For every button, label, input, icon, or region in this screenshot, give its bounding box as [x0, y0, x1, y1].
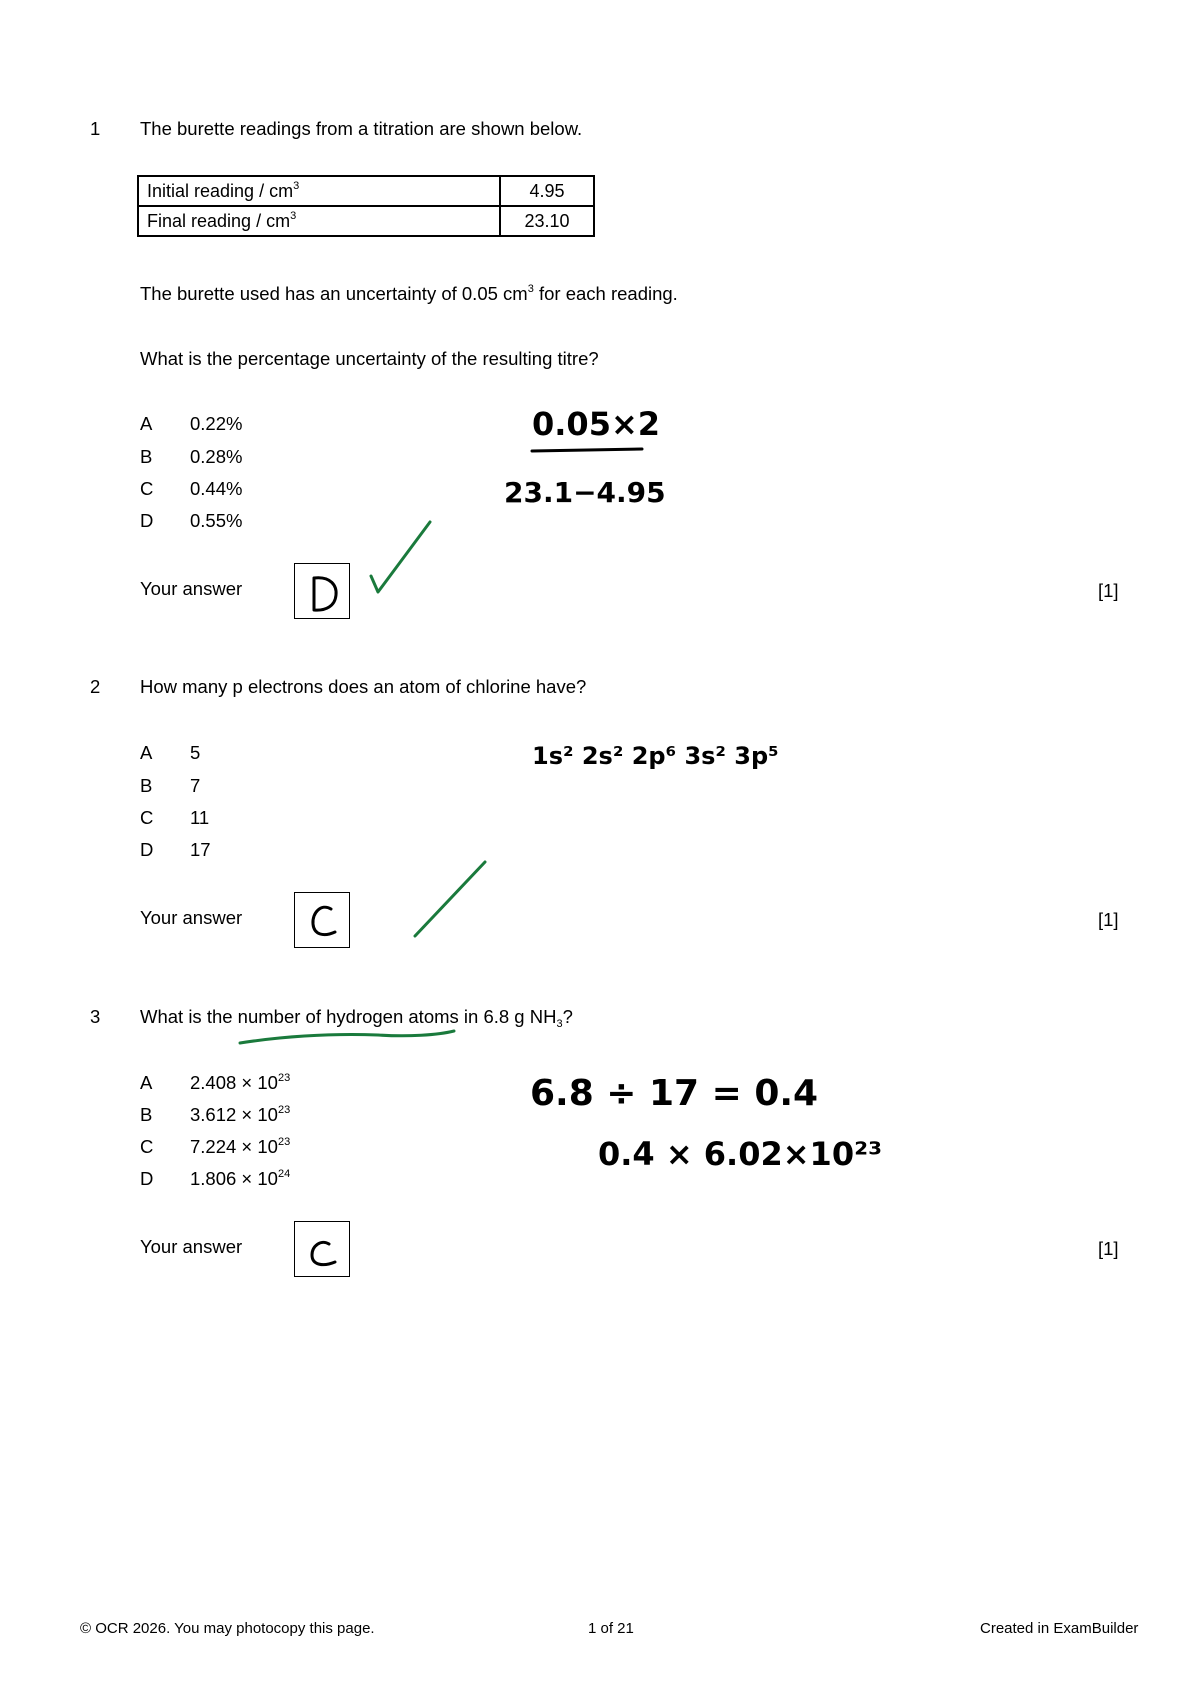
svg-text:1s² 2s² 2p⁶ 3s² 3p⁵: 1s² 2s² 2p⁶ 3s² 3p⁵	[532, 742, 779, 770]
underline-annotation	[238, 1025, 458, 1049]
table-cell-value: 23.10	[500, 206, 594, 236]
option-value: 17	[190, 839, 211, 860]
option-value: $1.806 \times 10^{24}$	[190, 1168, 291, 1189]
handwritten-answer-c	[295, 893, 351, 949]
question-stem: How many p electrons does an atom of chlorine have?	[140, 676, 587, 697]
footer-created-in: Created in ExamBuilder	[980, 1620, 1139, 1637]
answer-box[interactable]	[294, 563, 350, 619]
option-value: 11	[190, 807, 210, 828]
option-letter: A	[140, 1072, 153, 1093]
svg-text:6.8 ÷ 17 = 0.4: 6.8 ÷ 17 = 0.4	[530, 1073, 819, 1114]
option-value: $7.224 \times 10^{23}$	[190, 1136, 291, 1157]
handwritten-working	[530, 730, 779, 780]
option-letter: D	[140, 839, 154, 860]
handwritten-answer-c	[295, 1222, 351, 1278]
option-letter: B	[140, 775, 153, 796]
your-answer-label: Your answer	[140, 1236, 243, 1257]
your-answer-label: Your answer	[140, 578, 243, 599]
svg-text:0.4 × 6.02×10²³: 0.4 × 6.02×10²³	[598, 1135, 883, 1173]
question-number: 3	[90, 1006, 101, 1027]
option-value: 5	[190, 742, 201, 763]
table-row	[138, 206, 594, 236]
footer-copyright: © OCR 2026. You may photocopy this page.	[80, 1620, 375, 1637]
table-cell-label: Final reading / $cm^3$	[138, 206, 500, 236]
option-value: $2.408 \times 10^{23}$	[190, 1072, 291, 1093]
option-value: 0.28%	[190, 446, 243, 467]
option-letter: A	[140, 742, 153, 763]
option-value: 7	[190, 775, 201, 796]
svg-text:0.05×2: 0.05×2	[532, 405, 661, 443]
option-letter: D	[140, 510, 154, 531]
table-cell-value: 4.95	[500, 176, 594, 206]
answer-box[interactable]	[294, 1221, 350, 1277]
option-value: 0.55%	[190, 510, 243, 531]
burette-readings-table	[137, 175, 595, 237]
handwritten-working	[530, 1065, 883, 1175]
svg-text:23.1−4.95: 23.1−4.95	[504, 476, 666, 509]
option-letter: D	[140, 1168, 154, 1189]
option-letter: C	[140, 478, 154, 499]
handwritten-working	[504, 405, 666, 513]
table-row	[138, 176, 594, 206]
table-cell-label: Initial reading / $cm^3$	[138, 176, 500, 206]
option-letter: C	[140, 1136, 154, 1157]
option-value: 0.22%	[190, 413, 243, 434]
option-letter: A	[140, 413, 153, 434]
question-stem: The burette readings from a titration are shown below.	[140, 118, 583, 139]
uncertainty-statement: The burette used has an uncertainty of 0.05 $cm^3$ for each reading.	[140, 283, 678, 304]
question-text: What is the percentage uncertainty of the resulting titre?	[140, 348, 599, 369]
option-letter: B	[140, 1104, 153, 1125]
tick-mark-icon	[368, 518, 434, 604]
option-value: $3.612 \times 10^{23}$	[190, 1104, 291, 1125]
option-letter: B	[140, 446, 153, 467]
marks-label: [1]	[1098, 909, 1119, 930]
footer-page-number: 1 of 21	[588, 1620, 634, 1637]
tick-mark-icon	[410, 858, 490, 940]
marks-label: [1]	[1098, 580, 1119, 601]
question-number: 1	[90, 118, 101, 139]
your-answer-label: Your answer	[140, 907, 243, 928]
answer-box[interactable]	[294, 892, 350, 948]
option-letter: C	[140, 807, 154, 828]
question-stem: What is the number of hydrogen atoms in 6.8 g $NH_3$?	[140, 1006, 573, 1030]
option-value: 0.44%	[190, 478, 243, 499]
marks-label: [1]	[1098, 1238, 1119, 1259]
handwritten-answer-d	[295, 564, 351, 620]
question-number: 2	[90, 676, 101, 697]
